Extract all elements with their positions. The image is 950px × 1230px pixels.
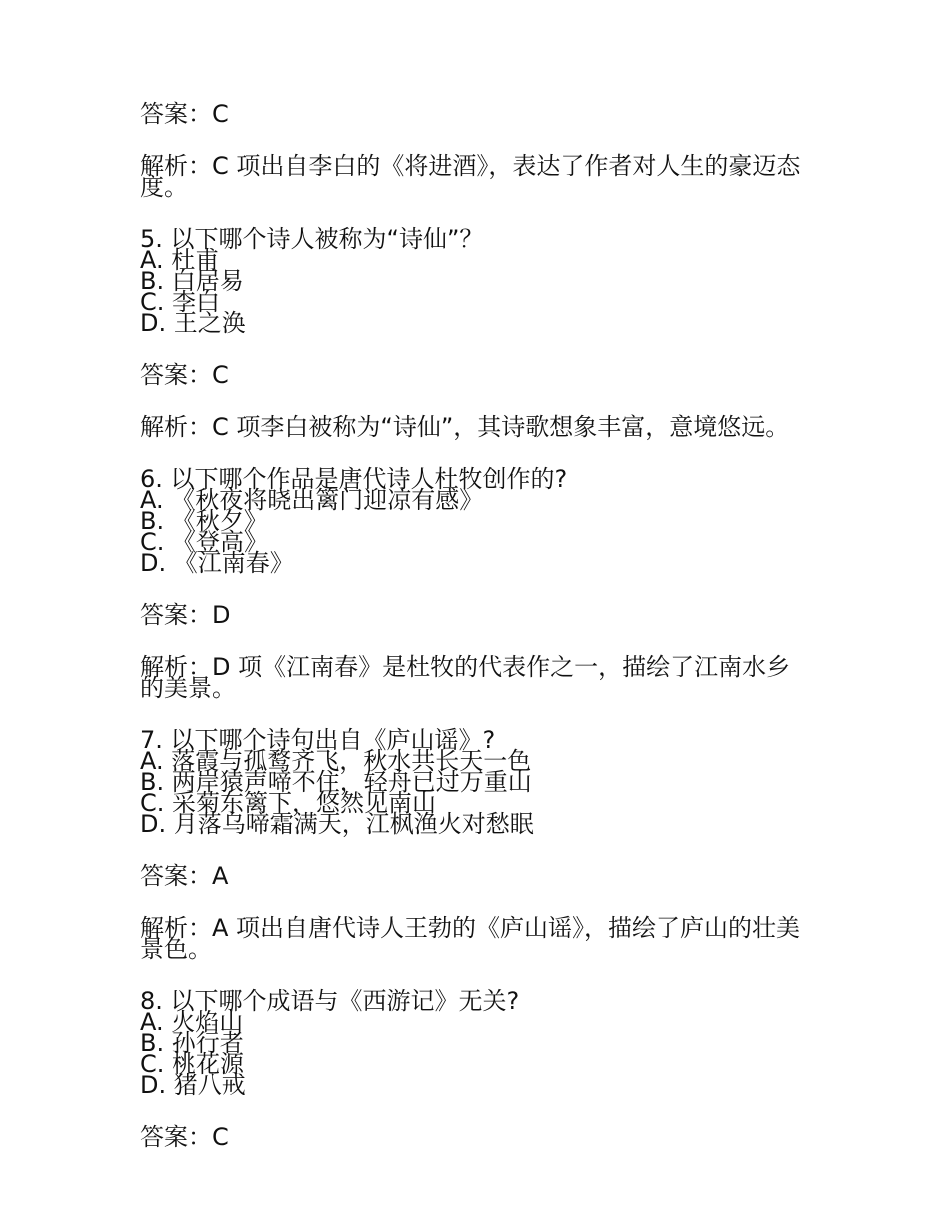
question-8-option-b: B. 孙行者 bbox=[140, 1029, 244, 1057]
question-6-option-b: B. 《秋夕》 bbox=[140, 507, 268, 535]
question-8-option-a: A. 火焰山 bbox=[140, 1008, 244, 1036]
question-8-option-d: D. 猪八戒 bbox=[140, 1071, 246, 1099]
question-7-answer: 答案：A bbox=[140, 862, 229, 890]
question-7-option-b: B. 两岸猿声啼不住，轻舟已过万重山 bbox=[140, 768, 532, 796]
question-8-text: 8. 以下哪个成语与《西游记》无关? bbox=[140, 987, 520, 1015]
question-8-answer: 答案：C bbox=[140, 1123, 229, 1151]
question-5-text: 5. 以下哪个诗人被称为“诗仙”？ bbox=[140, 225, 484, 253]
question-5-answer: 答案：C bbox=[140, 361, 229, 389]
question-5-option-d: D. 王之涣 bbox=[140, 309, 246, 337]
question-block-6 bbox=[140, 465, 820, 702]
question-block-8 bbox=[140, 987, 820, 1151]
question-6-option-c: C. 《登高》 bbox=[140, 528, 269, 556]
question-6-analysis: 解析：D 项《江南春》是杜牧的代表作之一，描绘了江南水乡的美景。 bbox=[140, 653, 791, 702]
question-5-option-a: A. 杜甫 bbox=[140, 246, 220, 274]
analysis-4: 解析：C 项出自李白的《将进酒》，表达了作者对人生的豪迈态度。 bbox=[140, 152, 801, 201]
question-8-option-c: C. 桃花源 bbox=[140, 1050, 245, 1078]
question-6-option-d: D. 《江南春》 bbox=[140, 549, 294, 577]
question-5-option-b: B. 白居易 bbox=[140, 267, 244, 295]
document-page bbox=[140, 100, 820, 1179]
question-7-option-a: A. 落霞与孤鹜齐飞，秋水共长天一色 bbox=[140, 747, 532, 775]
question-6-text: 6. 以下哪个作品是唐代诗人杜牧创作的? bbox=[140, 465, 568, 493]
answer-4: 答案：C bbox=[140, 100, 229, 128]
question-5-analysis: 解析：C 项李白被称为“诗仙”，其诗歌想象丰富，意境悠远。 bbox=[140, 413, 790, 441]
question-block-5 bbox=[140, 225, 820, 441]
question-7-analysis: 解析：A 项出自唐代诗人王勃的《庐山谣》，描绘了庐山的壮美景色。 bbox=[140, 914, 801, 963]
question-6-answer: 答案：D bbox=[140, 601, 231, 629]
question-5-option-c: C. 李白 bbox=[140, 288, 221, 316]
question-7-text: 7. 以下哪个诗句出自《庐山谣》? bbox=[140, 726, 496, 754]
question-7-option-c: C. 采菊东篱下，悠然见南山 bbox=[140, 789, 437, 817]
question-6-option-a: A. 《秋夜将晓出篱门迎凉有感》 bbox=[140, 486, 484, 514]
question-block-7 bbox=[140, 726, 820, 963]
question-7-option-d: D. 月落乌啼霜满天，江枫渔火对愁眠 bbox=[140, 810, 534, 838]
